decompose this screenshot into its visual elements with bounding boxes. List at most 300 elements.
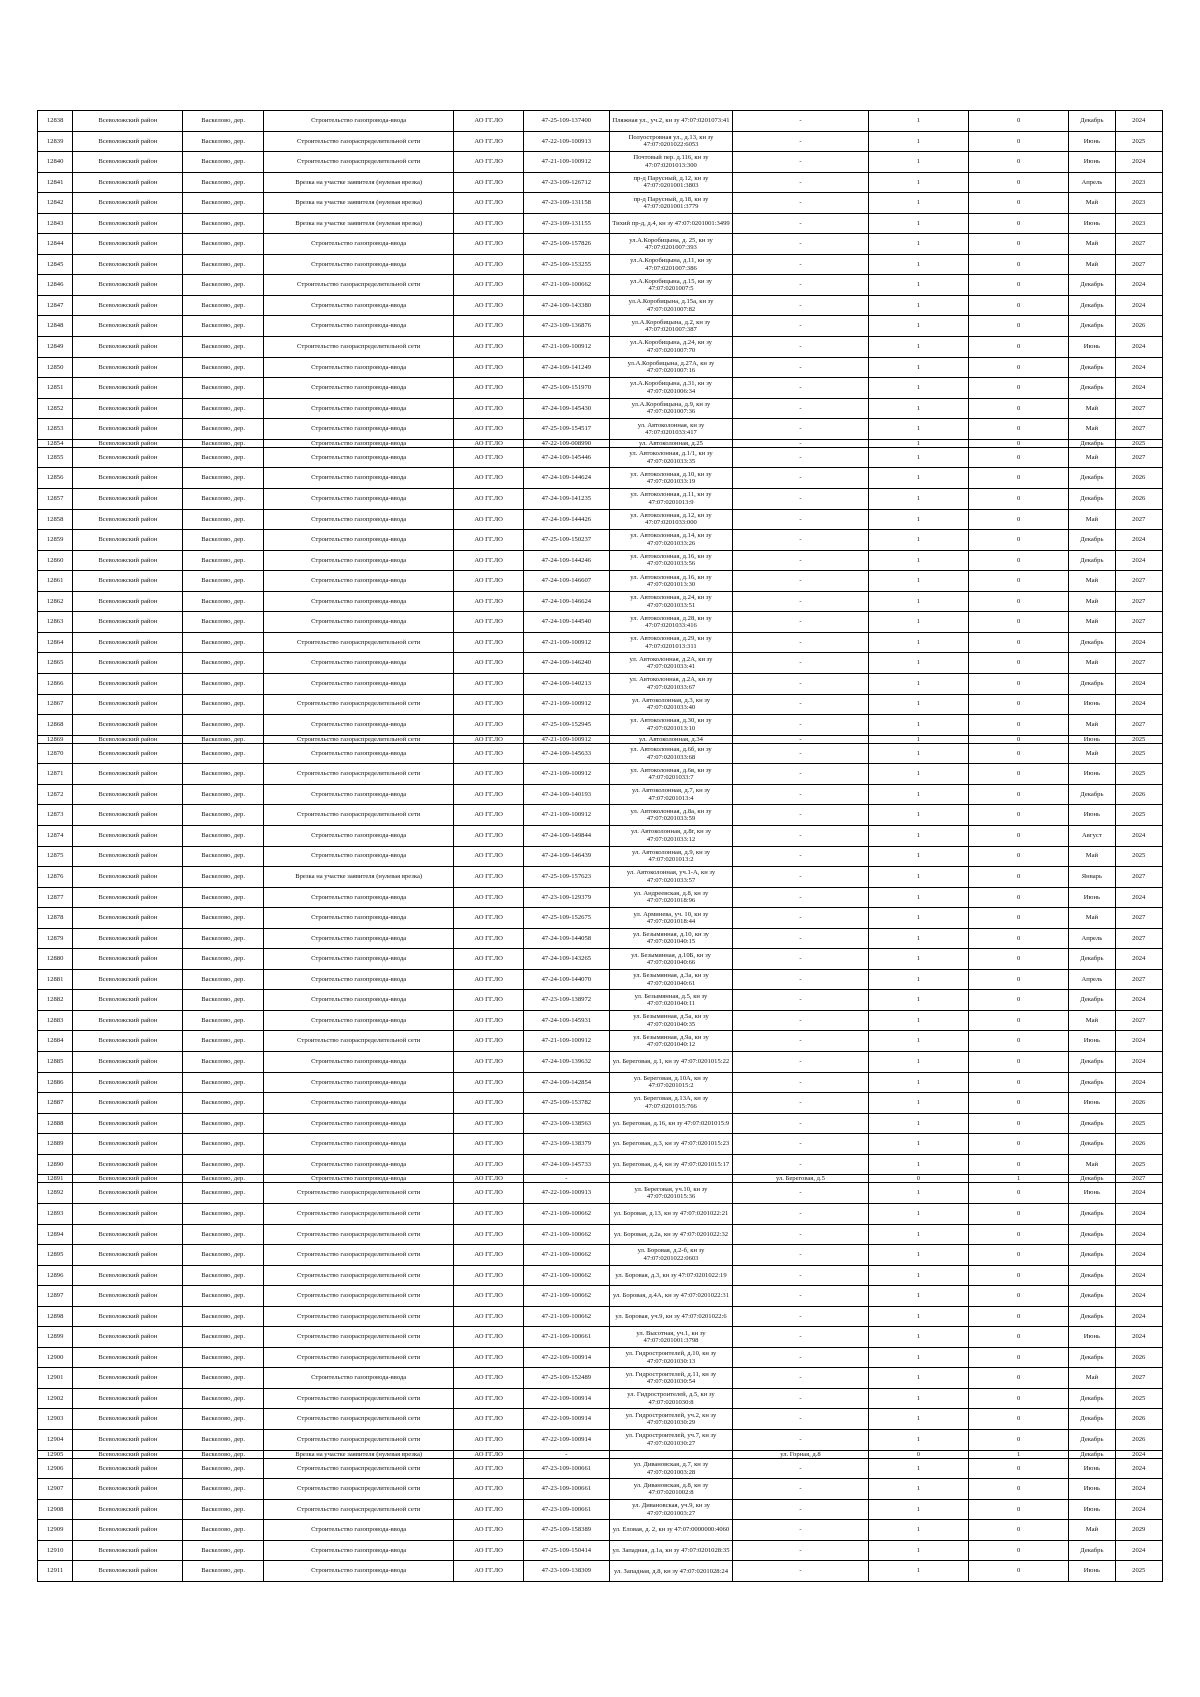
year-cell: 2024 — [1115, 152, 1162, 173]
application-number-cell: 47-24-109-143380 — [523, 295, 609, 316]
count-a-cell: 1 — [868, 111, 968, 132]
row-number: 12891 — [38, 1175, 73, 1183]
count-b-cell: 0 — [968, 867, 1068, 888]
address-cell: ул. Безымянная, д.3а, кн зу 47:07:0201040:61 — [609, 969, 732, 990]
locality-cell: Васкелово, дер. — [183, 1561, 263, 1582]
table-row — [38, 887, 1163, 908]
address-cell: ул. Боровая, уч.9, кн зу 47:07:0201022:6 — [609, 1306, 732, 1327]
address-cell: ул.А.Коробицына, д.27А, кн зу 47:07:0201007:16 — [609, 357, 732, 378]
organization-cell: АО ГГ.ЛО — [454, 632, 523, 653]
table-row — [38, 254, 1163, 275]
application-number-cell: - — [523, 1175, 609, 1183]
district-cell: Всеволожский район — [73, 694, 183, 715]
organization-cell: АО ГГ.ЛО — [454, 1327, 523, 1348]
row-number: 12873 — [38, 805, 73, 826]
application-number-cell: 47-25-109-151970 — [523, 378, 609, 399]
application-number-cell: 47-25-109-150414 — [523, 1540, 609, 1561]
address-cell: Тихий пр-д, д.4, кн зу 47:07:0201001:3499 — [609, 213, 732, 234]
district-cell: Всеволожский район — [73, 172, 183, 193]
application-number-cell: 47-23-109-131158 — [523, 193, 609, 214]
count-a-cell: 1 — [868, 1561, 968, 1582]
alt-address-cell: - — [733, 653, 869, 674]
address-cell: ул. Автоколонная, д.24, кн зу 47:07:0201033:51 — [609, 591, 732, 612]
month-cell: Июнь — [1069, 131, 1115, 152]
table-row — [38, 530, 1163, 551]
count-a-cell: 1 — [868, 715, 968, 736]
district-cell: Всеволожский район — [73, 1561, 183, 1582]
row-number: 12895 — [38, 1245, 73, 1266]
locality-cell: Васкелово, дер. — [183, 1327, 263, 1348]
month-cell: Декабрь — [1069, 632, 1115, 653]
district-cell: Всеволожский район — [73, 1134, 183, 1155]
application-number-cell: 47-25-109-158389 — [523, 1520, 609, 1541]
organization-cell: АО ГГ.ЛО — [454, 1409, 523, 1430]
application-number-cell: 47-24-109-144058 — [523, 928, 609, 949]
count-a-cell: 1 — [868, 1520, 968, 1541]
alt-address-cell: - — [733, 172, 869, 193]
count-a-cell: 1 — [868, 131, 968, 152]
year-cell: 2024 — [1115, 694, 1162, 715]
address-cell: ул. Автоколонная, кн зу 47:07:0201033:417 — [609, 419, 732, 440]
count-a-cell: 1 — [868, 1479, 968, 1500]
count-a-cell: 1 — [868, 1388, 968, 1409]
count-b-cell: 0 — [968, 1183, 1068, 1204]
locality-cell: Васкелово, дер. — [183, 398, 263, 419]
organization-cell: АО ГГ.ЛО — [454, 846, 523, 867]
organization-cell: АО ГГ.ЛО — [454, 1430, 523, 1451]
table-row — [38, 825, 1163, 846]
district-cell: Всеволожский район — [73, 550, 183, 571]
count-b-cell: 0 — [968, 1113, 1068, 1134]
organization-cell: АО ГГ.ЛО — [454, 1010, 523, 1031]
table-row — [38, 990, 1163, 1011]
count-a-cell: 1 — [868, 509, 968, 530]
count-a-cell: 1 — [868, 295, 968, 316]
table-row — [38, 111, 1163, 132]
month-cell: Июнь — [1069, 1458, 1115, 1479]
work-type-cell: Строительство газопровода-ввода — [263, 1093, 454, 1114]
month-cell: Декабрь — [1069, 530, 1115, 551]
address-cell: ул. Западная, д.1а, кн зу 47:07:0201028:35 — [609, 1540, 732, 1561]
work-type-cell: Строительство газопровода-ввода — [263, 908, 454, 929]
table-row — [38, 1031, 1163, 1052]
count-a-cell: 1 — [868, 1204, 968, 1225]
count-b-cell: 0 — [968, 1458, 1068, 1479]
count-a-cell: 0 — [868, 1175, 968, 1183]
locality-cell: Васкелово, дер. — [183, 337, 263, 358]
work-type-cell: Строительство газораспределительной сети — [263, 1204, 454, 1225]
organization-cell: АО ГГ.ЛО — [454, 111, 523, 132]
count-a-cell: 1 — [868, 735, 968, 743]
table-row — [38, 1327, 1163, 1348]
district-cell: Всеволожский район — [73, 337, 183, 358]
district-cell: Всеволожский район — [73, 990, 183, 1011]
month-cell: Декабрь — [1069, 673, 1115, 694]
application-number-cell: 47-25-109-152675 — [523, 908, 609, 929]
organization-cell: АО ГГ.ЛО — [454, 1154, 523, 1175]
address-cell: ул. Береговая, д.10А, кн зу 47:07:0201015:2 — [609, 1072, 732, 1093]
district-cell: Всеволожский район — [73, 1327, 183, 1348]
work-type-cell: Строительство газопровода-ввода — [263, 1368, 454, 1389]
table-row — [38, 743, 1163, 764]
year-cell: 2024 — [1115, 550, 1162, 571]
year-cell: 2025 — [1115, 764, 1162, 785]
year-cell: 2024 — [1115, 990, 1162, 1011]
alt-address-cell: - — [733, 468, 869, 489]
alt-address-cell: - — [733, 990, 869, 1011]
alt-address-cell: - — [733, 1051, 869, 1072]
address-cell: ул. Боровая, д.4А, кн зу 47:07:0201022:31 — [609, 1286, 732, 1307]
locality-cell: Васкелово, дер. — [183, 591, 263, 612]
alt-address-cell: - — [733, 1031, 869, 1052]
count-b-cell: 0 — [968, 275, 1068, 296]
organization-cell: АО ГГ.ЛО — [454, 1113, 523, 1134]
district-cell: Всеволожский район — [73, 867, 183, 888]
year-cell: 2024 — [1115, 1224, 1162, 1245]
organization-cell: АО ГГ.ЛО — [454, 1479, 523, 1500]
work-type-cell: Строительство газопровода-ввода — [263, 398, 454, 419]
count-a-cell: 1 — [868, 612, 968, 633]
alt-address-cell: - — [733, 509, 869, 530]
district-cell: Всеволожский район — [73, 1072, 183, 1093]
count-b-cell: 0 — [968, 673, 1068, 694]
year-cell: 2025 — [1115, 1561, 1162, 1582]
row-number: 12854 — [38, 439, 73, 447]
district-cell: Всеволожский район — [73, 1224, 183, 1245]
count-b-cell: 0 — [968, 213, 1068, 234]
row-number: 12861 — [38, 571, 73, 592]
table-row — [38, 694, 1163, 715]
row-number: 12858 — [38, 509, 73, 530]
address-cell: ул. Береговая, д.4, кн зу 47:07:0201015:17 — [609, 1154, 732, 1175]
work-type-cell: Строительство газопровода-ввода — [263, 295, 454, 316]
count-a-cell: 1 — [868, 378, 968, 399]
table-row — [38, 928, 1163, 949]
year-cell: 2024 — [1115, 673, 1162, 694]
alt-address-cell: - — [733, 378, 869, 399]
organization-cell: АО ГГ.ЛО — [454, 1388, 523, 1409]
application-number-cell: 47-22-109-100914 — [523, 1388, 609, 1409]
organization-cell: АО ГГ.ЛО — [454, 591, 523, 612]
count-a-cell: 1 — [868, 805, 968, 826]
table-row — [38, 673, 1163, 694]
application-number-cell: 47-24-109-145633 — [523, 743, 609, 764]
table-row — [38, 509, 1163, 530]
district-cell: Всеволожский район — [73, 673, 183, 694]
month-cell: Июнь — [1069, 805, 1115, 826]
year-cell: 2026 — [1115, 468, 1162, 489]
locality-cell: Васкелово, дер. — [183, 653, 263, 674]
row-number: 12864 — [38, 632, 73, 653]
row-number: 12869 — [38, 735, 73, 743]
district-cell: Всеволожский район — [73, 378, 183, 399]
address-cell: ул. Безымянная, д.9а, кн зу 47:07:0201040:12 — [609, 1031, 732, 1052]
application-number-cell: 47-25-109-153255 — [523, 254, 609, 275]
alt-address-cell: - — [733, 1561, 869, 1582]
alt-address-cell: - — [733, 694, 869, 715]
organization-cell: АО ГГ.ЛО — [454, 1450, 523, 1458]
row-number: 12910 — [38, 1540, 73, 1561]
count-a-cell: 1 — [868, 1430, 968, 1451]
count-b-cell: 0 — [968, 1540, 1068, 1561]
row-number: 12911 — [38, 1561, 73, 1582]
district-cell: Всеволожский район — [73, 715, 183, 736]
address-cell: ул. Автоколонная, д.6б, кн зу 47:07:0201033:68 — [609, 743, 732, 764]
count-a-cell: 1 — [868, 825, 968, 846]
row-number: 12855 — [38, 447, 73, 468]
count-a-cell: 1 — [868, 1154, 968, 1175]
row-number: 12868 — [38, 715, 73, 736]
month-cell: Май — [1069, 234, 1115, 255]
organization-cell: АО ГГ.ЛО — [454, 928, 523, 949]
organization-cell: АО ГГ.ЛО — [454, 1031, 523, 1052]
work-type-cell: Строительство газопровода-ввода — [263, 439, 454, 447]
month-cell: Июнь — [1069, 735, 1115, 743]
district-cell: Всеволожский район — [73, 1154, 183, 1175]
locality-cell: Васкелово, дер. — [183, 275, 263, 296]
locality-cell: Васкелово, дер. — [183, 1306, 263, 1327]
district-cell: Всеволожский район — [73, 213, 183, 234]
month-cell: Май — [1069, 715, 1115, 736]
application-number-cell: 47-25-109-153782 — [523, 1093, 609, 1114]
organization-cell: АО ГГ.ЛО — [454, 1093, 523, 1114]
locality-cell: Васкелово, дер. — [183, 550, 263, 571]
locality-cell: Васкелово, дер. — [183, 213, 263, 234]
count-a-cell: 1 — [868, 846, 968, 867]
table-row — [38, 550, 1163, 571]
locality-cell: Васкелово, дер. — [183, 571, 263, 592]
year-cell: 2027 — [1115, 653, 1162, 674]
count-a-cell: 1 — [868, 908, 968, 929]
locality-cell: Васкелово, дер. — [183, 172, 263, 193]
work-type-cell: Строительство газопровода-ввода — [263, 846, 454, 867]
row-number: 12851 — [38, 378, 73, 399]
count-a-cell: 1 — [868, 1306, 968, 1327]
alt-address-cell: - — [733, 254, 869, 275]
work-type-cell: Строительство газораспределительной сети — [263, 805, 454, 826]
alt-address-cell: - — [733, 1010, 869, 1031]
row-number: 12865 — [38, 653, 73, 674]
locality-cell: Васкелово, дер. — [183, 887, 263, 908]
address-cell: ул. Гидростроителей, уч.2, кн зу 47:07:0201030:29 — [609, 1409, 732, 1430]
work-type-cell: Строительство газопровода-ввода — [263, 1540, 454, 1561]
year-cell: 2024 — [1115, 378, 1162, 399]
organization-cell: АО ГГ.ЛО — [454, 1072, 523, 1093]
application-number-cell: 47-24-109-145430 — [523, 398, 609, 419]
year-cell: 2029 — [1115, 1520, 1162, 1541]
table-row — [38, 398, 1163, 419]
application-number-cell: 47-23-109-136876 — [523, 316, 609, 337]
alt-address-cell: - — [733, 275, 869, 296]
address-cell: ул. Безымянная, д.10Б, кн зу 47:07:0201040:66 — [609, 949, 732, 970]
year-cell: 2024 — [1115, 1306, 1162, 1327]
count-b-cell: 1 — [968, 1175, 1068, 1183]
work-type-cell: Строительство газораспределительной сети — [263, 1224, 454, 1245]
district-cell: Всеволожский район — [73, 295, 183, 316]
address-cell: ул.А.Коробицына, д.15, кн зу 47:07:0201007:5 — [609, 275, 732, 296]
count-a-cell: 1 — [868, 1499, 968, 1520]
year-cell: 2024 — [1115, 1479, 1162, 1500]
month-cell: Декабрь — [1069, 489, 1115, 510]
locality-cell: Васкелово, дер. — [183, 784, 263, 805]
address-cell: ул. Дивановская, д.7, кн зу 47:07:0201003:28 — [609, 1458, 732, 1479]
locality-cell: Васкелово, дер. — [183, 1450, 263, 1458]
district-cell: Всеволожский район — [73, 1520, 183, 1541]
alt-address-cell: - — [733, 1430, 869, 1451]
work-type-cell: Строительство газораспределительной сети — [263, 1031, 454, 1052]
count-a-cell: 1 — [868, 1113, 968, 1134]
organization-cell: АО ГГ.ЛО — [454, 1245, 523, 1266]
year-cell: 2026 — [1115, 1409, 1162, 1430]
row-number: 12839 — [38, 131, 73, 152]
address-cell: ул. Боровая, д.2а, кн зу 47:07:0201022:32 — [609, 1224, 732, 1245]
address-cell: ул. Гидростроителей, д.10, кн зу 47:07:0201030:13 — [609, 1347, 732, 1368]
month-cell: Май — [1069, 1520, 1115, 1541]
work-type-cell: Строительство газопровода-ввода — [263, 1134, 454, 1155]
year-cell: 2023 — [1115, 172, 1162, 193]
count-a-cell: 1 — [868, 152, 968, 173]
locality-cell: Васкелово, дер. — [183, 1113, 263, 1134]
month-cell: Декабрь — [1069, 1286, 1115, 1307]
organization-cell: АО ГГ.ЛО — [454, 571, 523, 592]
organization-cell: АО ГГ.ЛО — [454, 1520, 523, 1541]
month-cell: Декабрь — [1069, 1450, 1115, 1458]
address-cell: ул. Гидростроителей, д.11, кн зу 47:07:0201030:54 — [609, 1368, 732, 1389]
row-number: 12908 — [38, 1499, 73, 1520]
year-cell: 2027 — [1115, 254, 1162, 275]
count-a-cell: 1 — [868, 1031, 968, 1052]
count-b-cell: 0 — [968, 509, 1068, 530]
count-a-cell: 1 — [868, 489, 968, 510]
application-number-cell: 47-25-109-157826 — [523, 234, 609, 255]
alt-address-cell: - — [733, 673, 869, 694]
locality-cell: Васкелово, дер. — [183, 509, 263, 530]
application-number-cell: 47-22-109-008990 — [523, 439, 609, 447]
work-type-cell: Строительство газопровода-ввода — [263, 509, 454, 530]
count-b-cell: 0 — [968, 764, 1068, 785]
work-type-cell: Строительство газопровода-ввода — [263, 419, 454, 440]
table-row — [38, 1430, 1163, 1451]
count-b-cell: 0 — [968, 489, 1068, 510]
work-type-cell: Строительство газораспределительной сети — [263, 1286, 454, 1307]
work-type-cell: Строительство газораспределительной сети — [263, 764, 454, 785]
organization-cell: АО ГГ.ЛО — [454, 1499, 523, 1520]
application-number-cell: 47-21-109-100912 — [523, 337, 609, 358]
alt-address-cell: - — [733, 234, 869, 255]
alt-address-cell: - — [733, 908, 869, 929]
locality-cell: Васкелово, дер. — [183, 673, 263, 694]
address-cell: ул. Автоколонная, д.12, кн зу 47:07:0201033:000 — [609, 509, 732, 530]
work-type-cell: Строительство газопровода-ввода — [263, 1520, 454, 1541]
district-cell: Всеволожский район — [73, 1093, 183, 1114]
district-cell: Всеволожский район — [73, 735, 183, 743]
locality-cell: Васкелово, дер. — [183, 612, 263, 633]
application-number-cell: 47-24-109-141235 — [523, 489, 609, 510]
locality-cell: Васкелово, дер. — [183, 295, 263, 316]
table-row — [38, 1204, 1163, 1225]
application-number-cell: 47-24-109-145446 — [523, 447, 609, 468]
table-row — [38, 1183, 1163, 1204]
count-b-cell: 0 — [968, 1520, 1068, 1541]
row-number: 12862 — [38, 591, 73, 612]
work-type-cell: Строительство газопровода-ввода — [263, 530, 454, 551]
locality-cell: Васкелово, дер. — [183, 468, 263, 489]
month-cell: Май — [1069, 591, 1115, 612]
district-cell: Всеволожский район — [73, 398, 183, 419]
application-number-cell: 47-25-109-150237 — [523, 530, 609, 551]
work-type-cell: Строительство газопровода-ввода — [263, 1175, 454, 1183]
year-cell: 2027 — [1115, 715, 1162, 736]
count-b-cell: 0 — [968, 254, 1068, 275]
month-cell: Декабрь — [1069, 111, 1115, 132]
count-b-cell: 0 — [968, 1479, 1068, 1500]
row-number: 12870 — [38, 743, 73, 764]
count-a-cell: 1 — [868, 1347, 968, 1368]
address-cell: ул.А.Коробицына, д.15а, кн зу 47:07:0201007:82 — [609, 295, 732, 316]
row-number: 12898 — [38, 1306, 73, 1327]
year-cell: 2024 — [1115, 295, 1162, 316]
district-cell: Всеволожский район — [73, 1010, 183, 1031]
work-type-cell: Строительство газопровода-ввода — [263, 111, 454, 132]
work-type-cell: Строительство газопровода-ввода — [263, 928, 454, 949]
month-cell: Июнь — [1069, 764, 1115, 785]
district-cell: Всеволожский район — [73, 530, 183, 551]
address-cell: ул. Арминева, уч. 10, кн зу 47:07:0201018:44 — [609, 908, 732, 929]
application-number-cell: 47-21-109-100912 — [523, 694, 609, 715]
organization-cell: АО ГГ.ЛО — [454, 398, 523, 419]
table-row — [38, 1010, 1163, 1031]
count-a-cell: 1 — [868, 275, 968, 296]
month-cell: Декабрь — [1069, 1175, 1115, 1183]
alt-address-cell: - — [733, 193, 869, 214]
year-cell: 2025 — [1115, 846, 1162, 867]
count-b-cell: 0 — [968, 743, 1068, 764]
alt-address-cell: - — [733, 357, 869, 378]
application-number-cell: 47-22-109-100914 — [523, 1430, 609, 1451]
table-row — [38, 653, 1163, 674]
organization-cell: АО ГГ.ЛО — [454, 825, 523, 846]
address-cell: ул. Западная, д.8, кн зу 47:07:0201028:24 — [609, 1561, 732, 1582]
organization-cell: АО ГГ.ЛО — [454, 1368, 523, 1389]
district-cell: Всеволожский район — [73, 1409, 183, 1430]
month-cell: Май — [1069, 846, 1115, 867]
month-cell: Июнь — [1069, 1093, 1115, 1114]
district-cell: Всеволожский район — [73, 571, 183, 592]
count-a-cell: 1 — [868, 928, 968, 949]
organization-cell: АО ГГ.ЛО — [454, 949, 523, 970]
locality-cell: Васкелово, дер. — [183, 1347, 263, 1368]
application-number-cell: 47-23-109-126712 — [523, 172, 609, 193]
month-cell: Декабрь — [1069, 1051, 1115, 1072]
month-cell: Январь — [1069, 867, 1115, 888]
work-type-cell: Строительство газопровода-ввода — [263, 1010, 454, 1031]
work-type-cell: Строительство газораспределительной сети — [263, 735, 454, 743]
application-number-cell: 47-24-109-140213 — [523, 673, 609, 694]
application-number-cell: 47-24-109-145733 — [523, 1154, 609, 1175]
application-number-cell: 47-21-109-100662 — [523, 275, 609, 296]
address-cell: ул. Автоколонная, д.2А, кн зу 47:07:0201033:41 — [609, 653, 732, 674]
row-number: 12850 — [38, 357, 73, 378]
table-row — [38, 172, 1163, 193]
work-type-cell: Строительство газопровода-ввода — [263, 316, 454, 337]
table-row — [38, 295, 1163, 316]
work-type-cell: Строительство газораспределительной сети — [263, 337, 454, 358]
year-cell: 2024 — [1115, 337, 1162, 358]
work-type-cell: Строительство газораспределительной сети — [263, 1430, 454, 1451]
address-cell: ул. Автоколонная, д.2А, кн зу 47:07:0201033:67 — [609, 673, 732, 694]
application-number-cell: 47-23-109-129379 — [523, 887, 609, 908]
locality-cell: Васкелово, дер. — [183, 1224, 263, 1245]
